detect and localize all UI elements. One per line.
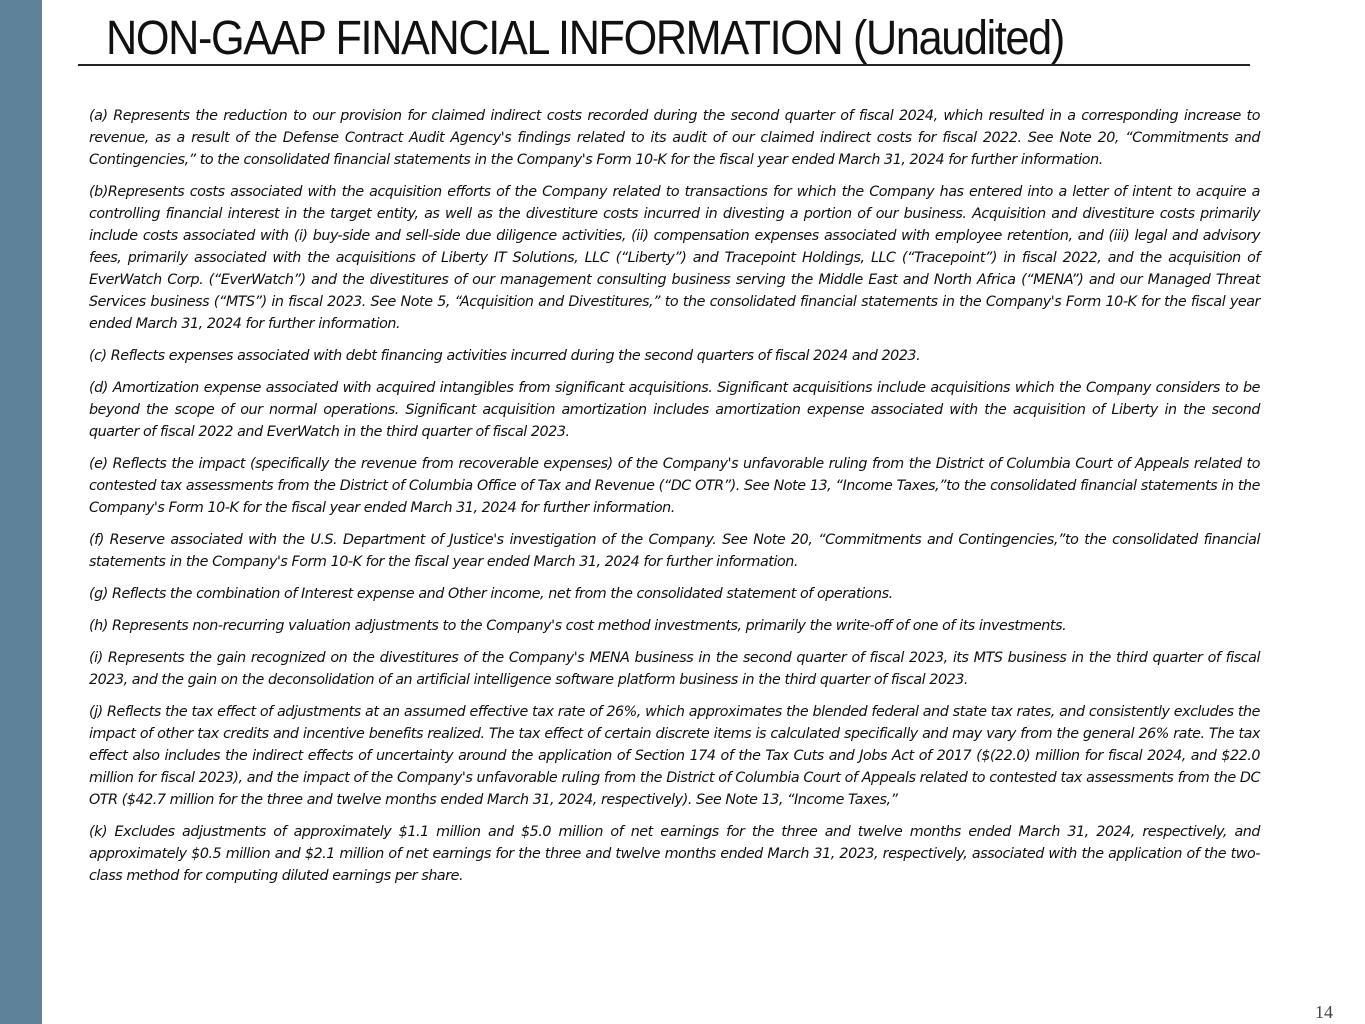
footnotes-list [89, 105, 1260, 897]
side-accent-bar [0, 0, 42, 1024]
footnote-j: (j) Reflects the tax effect of adjustments at an assumed effective tax rate of 26%, which approximates the blended federal and state tax rates, and consistently excludes the impact of other tax credits and incentive benefits realized. The tax effect of certain discrete items is calculated specifically and may vary from the general 26% rate. The tax effect also includes the indirect effects of uncertainty around the application of Section 174 of the Tax Cuts and Jobs Act of 2017 ($(22.0) million for fiscal 2024, and $22.0 million for fiscal 2023), and the impact of the Company's unfavorable ruling from the District of Columbia Court of Appeals related to contested tax assessments from the DC OTR ($42.7 million for the three and twelve months ended March 31, 2024, respectively). See Note 13, “Income Taxes,” [89, 704, 1260, 808]
page-number: 14 [1315, 1002, 1333, 1022]
footnote-g: (g) Reflects the combination of Interest expense and Other income, net from the consolidated statement of operations. [89, 586, 893, 602]
page-title: NON-GAAP FINANCIAL INFORMATION (Unaudited) [106, 12, 1064, 65]
footnote-d: (d) Amortization expense associated with acquired intangibles from significant acquisitions. Significant acquisitions include acquisitions which the Company considers to be beyond the scope of our normal operations. Significant acquisition amortization includes amortization expense associated with the acquisition of Liberty in the second quarter of fiscal 2022 and EverWatch in the third quarter of fiscal 2023. [89, 380, 1260, 440]
title-underline [78, 64, 1250, 66]
footnote-e: (e) Reflects the impact (specifically the revenue from recoverable expenses) of the Company's unfavorable ruling from the District of Columbia Court of Appeals related to contested tax assessments from the District of Columbia Office of Tax and Revenue (“DC OTR”). See Note 13, “Income Taxes,”to the consolidated financial statements in the Company's Form 10-K for the fiscal year ended March 31, 2024 for further information. [89, 456, 1260, 516]
footnote-h: (h) Represents non-recurring valuation adjustments to the Company's cost method investments, primarily the write-off of one of its investments. [89, 618, 1067, 634]
footnote-f: (f) Reserve associated with the U.S. Department of Justice's investigation of the Company. See Note 20, “Commitments and Contingencies,”to the consolidated financial statements in the Company's Form 10-K for the fiscal year ended March 31, 2024 for further information. [89, 532, 1260, 570]
footnote-k: (k) Excludes adjustments of approximately $1.1 million and $5.0 million of net earnings for the three and twelve months ended March 31, 2024, respectively, and approximately $0.5 million and $2.1 million of net earnings for the three and twelve months ended March 31, 2023, respectively, associated with the application of the two-class method for computing diluted earnings per share. [89, 824, 1260, 884]
footnote-c: (c) Reflects expenses associated with debt financing activities incurred during the second quarters of fiscal 2024 and 2023. [89, 348, 921, 364]
footnote-b: (b)Represents costs associated with the acquisition efforts of the Company related to transactions for which the Company has entered into a letter of intent to acquire a controlling financial interest in the target entity, as well as the divestiture costs incurred in divesting a portion of our business. Acquisition and divestiture costs primarily include costs associated with (i) buy-side and sell-side due diligence activities, (ii) compensation expenses associated with employee retention, and (iii) legal and advisory fees, primarily associated with the acquisitions of Liberty IT Solutions, LLC (“Liberty”) and Tracepoint Holdings, LLC (“Tracepoint”) in fiscal 2022, and the acquisition of EverWatch Corp. (“EverWatch”) and the divestitures of our management consulting business serving the Middle East and North Africa (“MENA”) and our Managed Threat Services business (“MTS”) in fiscal 2023. See Note 5, “Acquisition and Divestitures,” to the consolidated financial statements in the Company's Form 10-K for the fiscal year ended March 31, 2024 for further information. [89, 184, 1260, 332]
footnote-i: (i) Represents the gain recognized on the divestitures of the Company's MENA business in the second quarter of fiscal 2023, its MTS business in the third quarter of fiscal 2023, and the gain on the deconsolidation of an artificial intelligence software platform business in the third quarter of fiscal 2023. [89, 650, 1260, 688]
footnote-a: (a) Represents the reduction to our provision for claimed indirect costs recorded during the second quarter of fiscal 2024, which resulted in a corresponding increase to revenue, as a result of the Defense Contract Audit Agency's findings related to its audit of our claimed indirect costs for fiscal 2022. See Note 20, “Commitments and Contingencies,” to the consolidated financial statements in the Company's Form 10-K for the fiscal year ended March 31, 2024 for further information. [89, 108, 1260, 168]
